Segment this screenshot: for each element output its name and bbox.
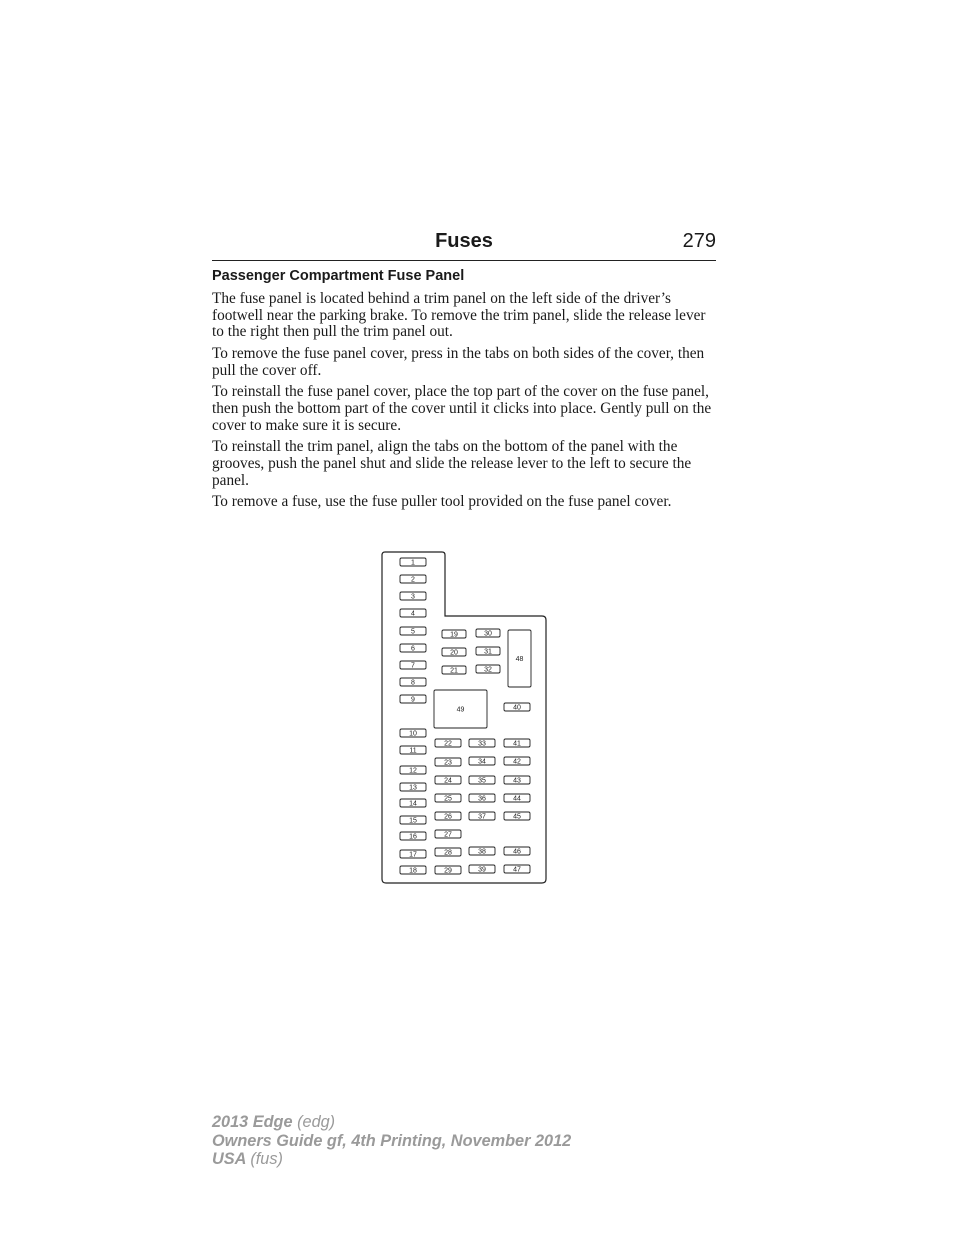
fuse-slot [469,865,495,874]
footer-model-code: (edg) [297,1113,336,1131]
fuse-slot [400,850,426,859]
paragraph: The fuse panel is located behind a trim panel on the left side of the driver’s footwell near the parking brake. To remove the trim panel, slide the release lever to the right then pull the trim panel out. [212,290,706,341]
fuse-slot [504,847,530,856]
fuse-label: 15 [409,817,417,825]
fuse-label: 45 [513,813,521,821]
fuse-slot [504,757,530,766]
relay-slot [508,630,531,687]
fuse-slot [400,644,426,653]
fuse-slot [504,703,530,712]
fuse-slot [400,746,426,755]
paragraph: To reinstall the trim panel, align the tabs on the bottom of the panel with the grooves, push the panel shut and slide the release lever to the left to secure the panel. [212,438,692,489]
fuse-label: 35 [478,777,486,785]
fuse-label: 2 [411,576,415,584]
fuse-label: 9 [411,696,415,704]
fuse-label: 17 [409,851,417,859]
fuse-slot [435,794,461,803]
fuse-label: 47 [513,866,521,874]
fuse-slot [476,629,500,638]
fuse-slot [435,758,461,767]
body-text [212,291,718,516]
fuse-label: 13 [409,784,417,792]
chapter-title: Fuses [435,230,493,252]
footer-market: USA [212,1150,246,1168]
fuse-slot [469,794,495,803]
fuse-label: 19 [450,631,458,639]
fuse-slot [469,739,495,748]
fuse-slot [442,630,466,639]
fuse-label: 12 [409,767,417,775]
fuse-slot [400,678,426,687]
footer-model: 2013 Edge [212,1113,293,1131]
fuse-slot [400,558,426,567]
fuse-slot [400,729,426,738]
fuse-label: 11 [409,747,417,755]
fuse-slot [476,665,500,674]
fuse-label: 33 [478,740,486,748]
fuse-label: 38 [478,848,486,856]
relay-slot [434,690,487,728]
fuse-label: 32 [484,666,492,674]
fuse-label: 37 [478,813,486,821]
fuse-slot [504,776,530,785]
fuse-label: 36 [478,795,486,803]
fuse-label: 46 [513,848,521,856]
fuse-label: 24 [444,777,452,785]
fuse-slot [400,832,426,841]
fuse-slot [435,739,461,748]
fuse-label: 25 [444,795,452,803]
footer-market-code: (fus) [250,1150,283,1168]
paragraph: To reinstall the fuse panel cover, place the top part of the cover on the fuse panel, then push the bottom part of the cover until it clicks into place. Gently pull on the cover to make sure it is secure. [212,383,712,434]
fuse-label: 29 [444,867,452,875]
paragraph: To remove the fuse panel cover, press in the tabs on both sides of the cover, then pull the cover off. [212,344,705,379]
footer-line-2: Owners Guide gf, 4th Printing, November 2012 [212,1131,572,1150]
fuse-label: 20 [450,649,458,657]
fuse-slot [400,695,426,704]
fuse-slot [442,648,466,657]
fuse-label: 43 [513,777,521,785]
fuse-label: 7 [411,662,415,670]
paragraph: To remove a fuse, use the fuse puller tool provided on the fuse panel cover. [212,493,672,511]
fuse-slot [400,609,426,618]
fuse-slot [469,812,495,821]
fuse-label: 23 [444,759,452,767]
fuse-slot [400,592,426,601]
fuse-label: 40 [513,704,521,712]
fuse-slot [435,848,461,857]
fuse-slot [435,776,461,785]
section-heading: Passenger Compartment Fuse Panel [212,268,465,284]
fuse-slot [400,766,426,775]
fuse-slot [400,866,426,875]
fuse-slot [400,816,426,825]
fuse-label: 22 [444,740,452,748]
page-header [212,228,716,261]
fuse-label: 41 [513,740,521,748]
footer-line-1 [212,1113,571,1132]
fuse-slot [400,799,426,808]
fuse-label: 39 [478,866,486,874]
fuse-label: 21 [450,667,458,675]
fuse-panel-diagram [380,550,550,886]
fuse-slot [435,830,461,839]
fuse-slot [400,783,426,792]
fuse-label: 49 [456,706,465,714]
fuse-label: 1 [411,559,415,567]
fuse-slot [504,865,530,874]
fuse-slot [435,812,461,821]
fuse-label: 27 [444,831,452,839]
fuse-label: 5 [411,628,415,636]
fuse-slot [469,776,495,785]
fuse-label: 18 [409,867,417,875]
fuse-slot [469,847,495,856]
fuse-label: 31 [484,648,492,656]
fuse-slot [400,627,426,636]
fuse-slot [504,812,530,821]
fuse-slot [435,866,461,875]
fuse-label: 42 [513,758,521,766]
fuse-label: 16 [409,833,417,841]
fuse-label: 26 [444,813,452,821]
footer-line-3 [212,1150,571,1169]
fuse-slot [476,647,500,656]
fuse-slot [400,575,426,584]
fuse-slot [469,757,495,766]
fuse-label: 44 [513,795,521,803]
fuse-label: 48 [515,656,524,664]
fuse-label: 14 [409,800,417,808]
fuse-label: 8 [411,679,415,687]
fuse-label: 4 [411,610,415,618]
fuse-label: 10 [409,730,417,738]
fuse-slot [400,661,426,670]
fuse-label: 3 [411,593,415,601]
fuse-slot [504,739,530,748]
fuse-panel-svg [380,550,550,886]
fuse-slot [442,666,466,675]
fuse-label: 30 [484,630,492,638]
fuse-slot [504,794,530,803]
page-number: 279 [682,230,716,252]
fuse-label: 6 [411,645,415,653]
page-footer [212,1113,571,1169]
fuse-label: 34 [478,758,486,766]
fuse-label: 28 [444,849,452,857]
